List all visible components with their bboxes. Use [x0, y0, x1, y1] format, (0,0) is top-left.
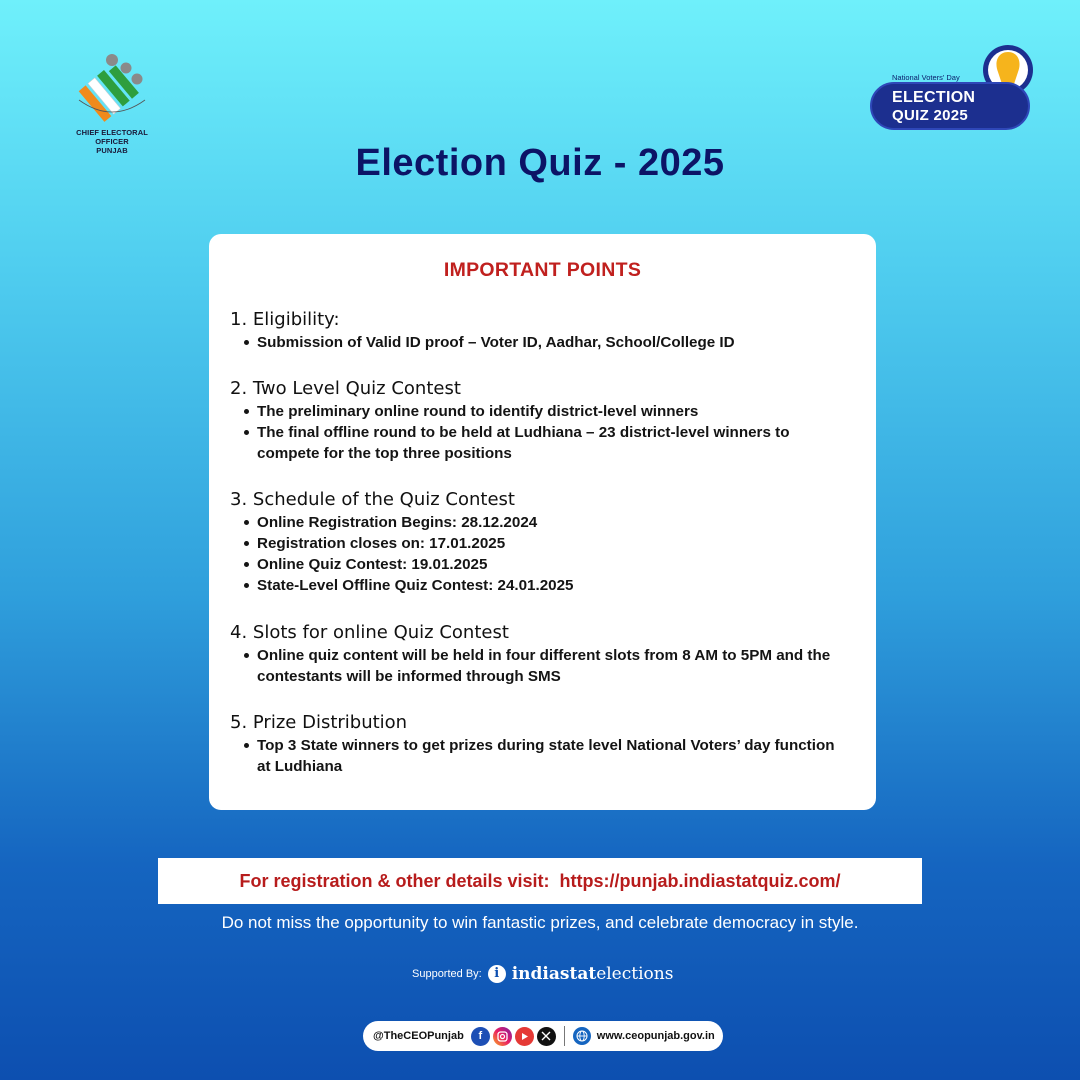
point-list — [244, 512, 850, 596]
brand-part-a: indiastat — [511, 964, 597, 984]
section-eligibility — [230, 309, 850, 353]
point-list — [244, 645, 850, 687]
list-item: Online Quiz Contest: 19.01.2025 — [244, 554, 850, 575]
point-list — [244, 332, 850, 353]
section-heading: 5. Prize Distribution — [230, 712, 408, 733]
social-handle[interactable]: @TheCEOPunjab — [373, 1030, 464, 1042]
page-title: Election Quiz - 2025 — [355, 142, 725, 184]
brand-part-b: elections — [596, 964, 674, 984]
tagline: Do not miss the opportunity to win fantastic prizes, and celebrate democracy in style. — [221, 913, 859, 932]
youtube-icon[interactable] — [515, 1027, 534, 1046]
section-schedule — [230, 489, 850, 596]
section-heading: 2. Two Level Quiz Contest — [230, 378, 461, 399]
card-heading: IMPORTANT POINTS — [443, 259, 642, 281]
badge-word-quiz: QUIZ 2025 — [892, 107, 969, 124]
badge-word-election: ELECTION — [892, 89, 976, 106]
logo-line-1: CHIEF ELECTORAL OFFICER — [76, 128, 148, 146]
election-commission-emblem-icon — [73, 52, 151, 124]
list-item: Top 3 State winners to get prizes during state level National Voters’ day function at Ludhiana — [244, 735, 850, 777]
website-link[interactable]: www.ceopunjab.gov.in — [596, 1030, 715, 1042]
section-two-level-quiz — [230, 378, 850, 464]
logo-line-2: PUNJAB — [96, 146, 128, 155]
list-item: Online Registration Begins: 28.12.2024 — [244, 512, 850, 533]
section-heading: 4. Slots for online Quiz Contest — [230, 622, 509, 643]
list-item: State-Level Offline Quiz Contest: 24.01.2025 — [244, 575, 850, 596]
list-item: The final offline round to be held at Ludhiana – 23 district-level winners to compete for the top three positions — [244, 422, 850, 464]
list-item: The preliminary online round to identify district-level winners — [244, 401, 850, 422]
section-slots — [230, 622, 850, 687]
divider — [564, 1026, 565, 1046]
supported-by — [412, 962, 673, 986]
list-item: Registration closes on: 17.01.2025 — [244, 533, 850, 554]
facebook-icon[interactable]: f — [471, 1027, 490, 1046]
ceo-punjab-logo — [62, 52, 162, 155]
indiastat-brand — [512, 964, 674, 984]
globe-icon — [573, 1027, 591, 1045]
badge-subtitle: National Voters' Day — [892, 73, 960, 82]
list-item: Submission of Valid ID proof – Voter ID, Aadhar, School/College ID — [244, 332, 850, 353]
point-list — [244, 735, 850, 777]
social-bar — [363, 1021, 723, 1051]
supported-by-label: Supported By: — [412, 968, 482, 980]
registration-link-banner[interactable]: For registration & other details visit: https://punjab.indiastatquiz.com/ — [158, 858, 922, 904]
indiastat-info-icon: i — [488, 965, 506, 983]
x-icon[interactable] — [537, 1027, 556, 1046]
section-prize-distribution — [230, 712, 850, 777]
list-item: Online quiz content will be held in four different slots from 8 AM to 5PM and the contestants will be informed through SMS — [244, 645, 850, 687]
section-heading: 3. Schedule of the Quiz Contest — [230, 489, 515, 510]
section-heading: 1. Eligibility: — [230, 309, 340, 330]
point-list — [244, 401, 850, 464]
instagram-icon[interactable] — [493, 1027, 512, 1046]
important-points-card — [209, 234, 876, 810]
election-quiz-badge — [868, 40, 1038, 132]
